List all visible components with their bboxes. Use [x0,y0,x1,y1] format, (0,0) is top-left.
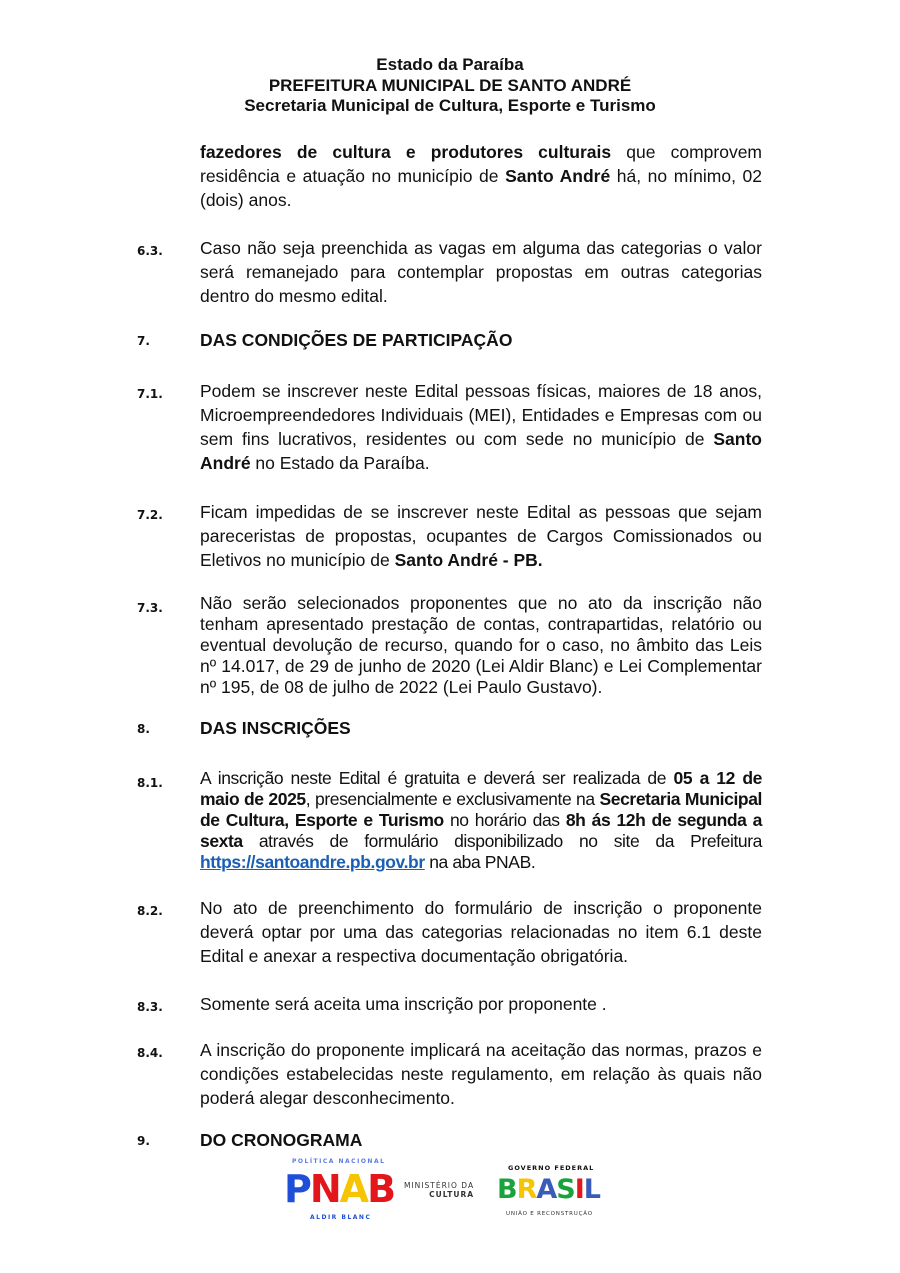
text: no Estado da Paraíba. [250,453,430,473]
clause-number: 7.2. [137,508,163,522]
clause-number: 8.2. [137,904,163,918]
pnab-logo [284,1158,404,1223]
header-prefecture: PREFEITURA MUNICIPAL DE SANTO ANDRÉ [268,76,632,95]
clause-text [200,593,762,698]
text: A inscrição do proponente implicará na aceitação das normas, prazos e condições estabelecidas neste regulamento, em relação às quais não poderá alegar desconhecimento. [200,1040,762,1108]
clause-text [200,379,762,475]
bold-text: 05 a 12 de maio de 2025 [200,768,762,809]
text: Somente será aceita uma inscrição por proponente . [200,994,607,1014]
text: no horário das [443,810,566,830]
clause-text [200,992,762,1016]
brasil-wordmark: BRASIL [497,1174,601,1205]
website-link[interactable]: https://santoandre.pb.gov.br [200,852,425,872]
clause-number: 9. [137,1134,150,1148]
text: , presencialmente e exclusivamente na [305,789,600,809]
text: Ficam impedidas de se inscrever neste Edital as pessoas que sejam pareceristas de propostas, ocupantes de Cargos Comissionados ou Eletivos no município de [200,502,762,570]
text: há, no mínimo, 02 (dois) anos. [200,166,762,210]
text: A inscrição neste Edital é gratuita e deverá ser realizada de [200,768,674,788]
text: através de formulário disponibilizado no site da Prefeitura [242,831,762,851]
clause-text [200,236,762,308]
pnab-top-text: POLÍTICA NACIONAL [292,1158,386,1165]
text: No ato de preenchimento do formulário de inscrição o proponente deverá optar por uma das categorias relacionadas no item 6.1 deste Edital e anexar a respectiva documentação obrigatória. [200,898,762,966]
pnab-wordmark: PNAB [284,1167,395,1211]
ministerio-text [404,1181,474,1199]
text: Podem se inscrever neste Edital pessoas físicas, maiores de 18 anos, Microempreendedores Individuais (MEI), Entidades e Empresas com ou sem fins lucrativos, residentes ou com sede no município de [200,381,762,449]
ministerio-line2: CULTURA [429,1190,475,1199]
clause-number: 8.4. [137,1046,163,1060]
clause-number: 7.3. [137,601,163,615]
clause-text [200,896,762,968]
pnab-bottom-text: ALDIR BLANC [310,1214,372,1221]
bold-text: 8h ás 12h de segunda a sexta [200,810,762,851]
text: Caso não seja preenchida as vagas em alguma das categorias o valor será remanejado para contemplar propostas em outras categorias dentro do mesmo edital. [200,238,762,306]
bold-text: fazedores de cultura e produtores culturais [200,142,612,162]
clause-text [200,500,762,572]
clause-text [200,1038,762,1110]
clause-number: 7. [137,334,150,348]
gov-text: GOVERNO FEDERAL [508,1164,595,1172]
bold-text: Santo André - PB. [394,550,543,570]
header-state: Estado da Paraíba [376,55,524,74]
ministerio-line1: MINISTÉRIO DA [404,1181,475,1190]
bold-text: Santo André [505,166,611,186]
text: que comprovem residência e atuação no município de [200,142,763,186]
clause-text [200,140,762,212]
header-secretariat: Secretaria Municipal de Cultura, Esporte e Turismo [244,96,656,115]
clause-number: 8.3. [137,1000,163,1014]
clause-number: 7.1. [137,387,163,401]
clause-text [200,768,762,873]
heading-text: DAS INSCRIÇÕES [200,718,351,738]
text: na aba PNAB. [424,852,536,872]
gov-bottom-text: UNIÃO E RECONSTRUÇÃO [506,1211,593,1217]
heading-text: DO CRONOGRAMA [200,1130,363,1150]
governo-federal-logo [497,1164,617,1224]
clause-number: 6.3. [137,244,163,258]
bold-text: Secretaria Municipal de Cultura, Esporte e Turismo [200,789,762,830]
clause-number: 8. [137,722,150,736]
text: Não serão selecionados proponentes que no ato da inscrição não tenham apresentado prestação de contas, contrapartidas, relatório ou eventual devolução de recurso, quando for o caso, no âmbito das Leis nº 14.017, de 29 de junho de 2020 (Lei Aldir Blanc) e Lei Complementar nº 195, de 08 de julho de 2022 (Lei Paulo Gustavo). [200,593,762,697]
heading-text: DAS CONDIÇÕES DE PARTICIPAÇÃO [200,330,513,350]
clause-number: 8.1. [137,776,163,790]
bold-text: Santo André [200,429,762,473]
